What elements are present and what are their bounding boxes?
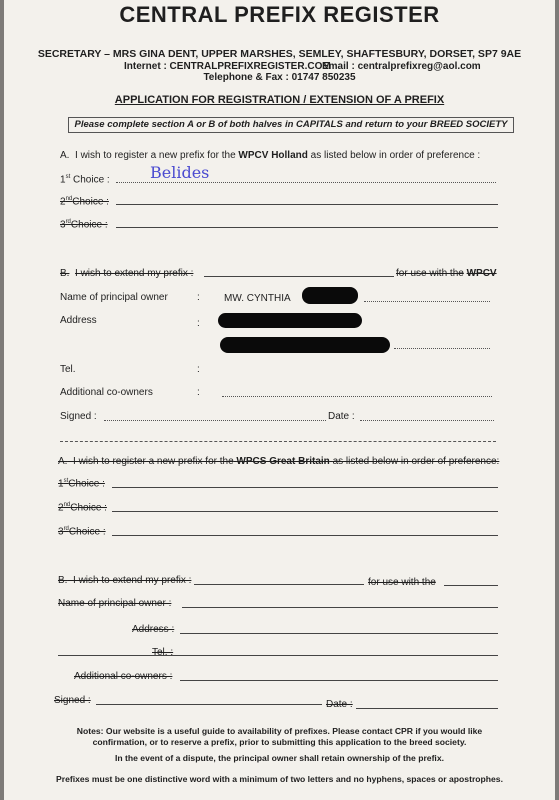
redaction-bar <box>218 313 362 328</box>
gb-coowners-field[interactable] <box>180 680 498 681</box>
holland-date-label: Date : <box>328 411 355 422</box>
form-title: APPLICATION FOR REGISTRATION / EXTENSION OF A PREFIX <box>114 94 445 106</box>
colon-text: : <box>197 318 200 329</box>
gb-address-label: Address : <box>132 624 175 635</box>
note-line-4: Prefixes must be one distinctive word with a minimum of two letters and no hyphens, spaces or apostrophes. <box>56 774 503 784</box>
gb-choice-3-label: 3rdChoice : <box>58 526 106 538</box>
colon-text: : <box>197 387 200 398</box>
section-a-text-post: as listed below in order of preference: <box>332 456 500 467</box>
website-text: Internet : CENTRALPREFIXREGISTER.COM <box>124 61 331 72</box>
holland-choice-1-label: 1st Choice : <box>60 174 110 186</box>
section-b-text: I wish to extend my prefix : <box>73 575 192 586</box>
redaction-bar <box>220 337 390 353</box>
gb-address-field-2[interactable] <box>58 655 498 656</box>
holland-signature-field[interactable] <box>104 420 326 421</box>
colon-text: : <box>197 364 200 375</box>
gb-date-field[interactable] <box>356 708 498 709</box>
holland-owner-field[interactable] <box>364 301 490 302</box>
telephone-text: Telephone & Fax : 01747 850235 <box>203 72 356 83</box>
holland-choice-1-field[interactable] <box>116 182 496 183</box>
gb-signed-label: Signed : <box>54 695 91 706</box>
note-line-2: confirmation, or to reserve a prefix, prior to submitting this application to the breed society. <box>92 737 467 747</box>
gb-choice-1-field[interactable] <box>112 487 498 488</box>
holland-choice-2-label: 2ndChoice : <box>60 196 109 208</box>
gb-address-field-1[interactable] <box>180 633 498 634</box>
section-divider <box>60 441 496 442</box>
section-a-org: WPCV Holland <box>238 150 308 161</box>
gb-section-a-heading <box>58 456 499 467</box>
section-a-text: I wish to register a new prefix for the <box>75 150 236 161</box>
holland-choice-2-field[interactable] <box>116 204 498 205</box>
holland-choice-3-field[interactable] <box>116 227 498 228</box>
gb-use-with: for use with the <box>368 577 436 588</box>
holland-signed-label: Signed : <box>60 411 97 422</box>
holland-owner-value[interactable]: MW. CYNTHIA <box>224 293 291 304</box>
gb-section-b-heading <box>58 575 191 586</box>
section-b-label: B. <box>58 575 68 586</box>
redaction-bar <box>302 287 358 304</box>
register-title: CENTRAL PREFIX REGISTER <box>119 2 440 27</box>
holland-coowners-label: Additional co-owners <box>60 387 153 398</box>
section-a-text-post: as listed below in order of preference : <box>310 150 481 161</box>
holland-choice-1-value[interactable]: Belides <box>150 163 210 182</box>
gb-choice-1-label: 1stChoice : <box>58 478 105 490</box>
note-line-1: Notes: Our website is a useful guide to availability of prefixes. Please contact CPR if you would like <box>76 726 483 736</box>
section-a-text: I wish to register a new prefix for the <box>73 456 234 467</box>
gb-coowners-label: Additional co-owners : <box>74 671 173 682</box>
gb-tel-label: Tel. : <box>152 647 174 658</box>
holland-extend-prefix-field[interactable] <box>204 276 394 277</box>
holland-address-label: Address <box>60 315 97 326</box>
holland-section-b-heading <box>60 268 193 279</box>
gb-choice-3-field[interactable] <box>112 535 498 536</box>
application-form <box>4 0 555 800</box>
holland-section-a-heading <box>60 150 480 161</box>
section-a-org: WPCS Great Britain <box>236 456 330 467</box>
secretary-address: SECRETARY – MRS GINA DENT, UPPER MARSHES, SEMLEY, SHAFTESBURY, DORSET, SP7 9AE <box>37 48 522 60</box>
gb-signature-field[interactable] <box>96 704 322 705</box>
holland-use-with: for use with the WPCV <box>396 268 497 279</box>
gb-owner-field[interactable] <box>182 607 498 608</box>
section-b-text: I wish to extend my prefix : <box>75 268 194 279</box>
section-b-label: B. <box>60 268 70 279</box>
section-a-label: A. <box>58 456 68 467</box>
gb-use-with-field[interactable] <box>444 585 498 586</box>
holland-date-field[interactable] <box>360 420 494 421</box>
gb-owner-label: Name of principal owner : <box>58 598 172 609</box>
holland-coowners-field[interactable] <box>222 396 492 397</box>
section-a-label: A. <box>60 150 70 161</box>
gb-choice-2-label: 2ndChoice : <box>58 502 107 514</box>
gb-extend-prefix-field[interactable] <box>194 584 364 585</box>
holland-tel-label: Tel. <box>60 364 76 375</box>
instruction-text: Please complete section A or B of both halves in CAPITALS and return to your BREED SOCIETY <box>74 119 508 130</box>
gb-date-label: Date : <box>326 699 353 710</box>
email-text: Email : centralprefixreg@aol.com <box>322 61 481 72</box>
colon-text: : <box>197 292 200 303</box>
note-line-3: In the event of a dispute, the principal owner shall retain ownership of the prefix. <box>114 753 444 763</box>
holland-address-field[interactable] <box>394 348 490 349</box>
holland-owner-label: Name of principal owner <box>60 292 168 303</box>
holland-choice-3-label: 3rdChoice : <box>60 219 108 231</box>
gb-choice-2-field[interactable] <box>112 511 498 512</box>
